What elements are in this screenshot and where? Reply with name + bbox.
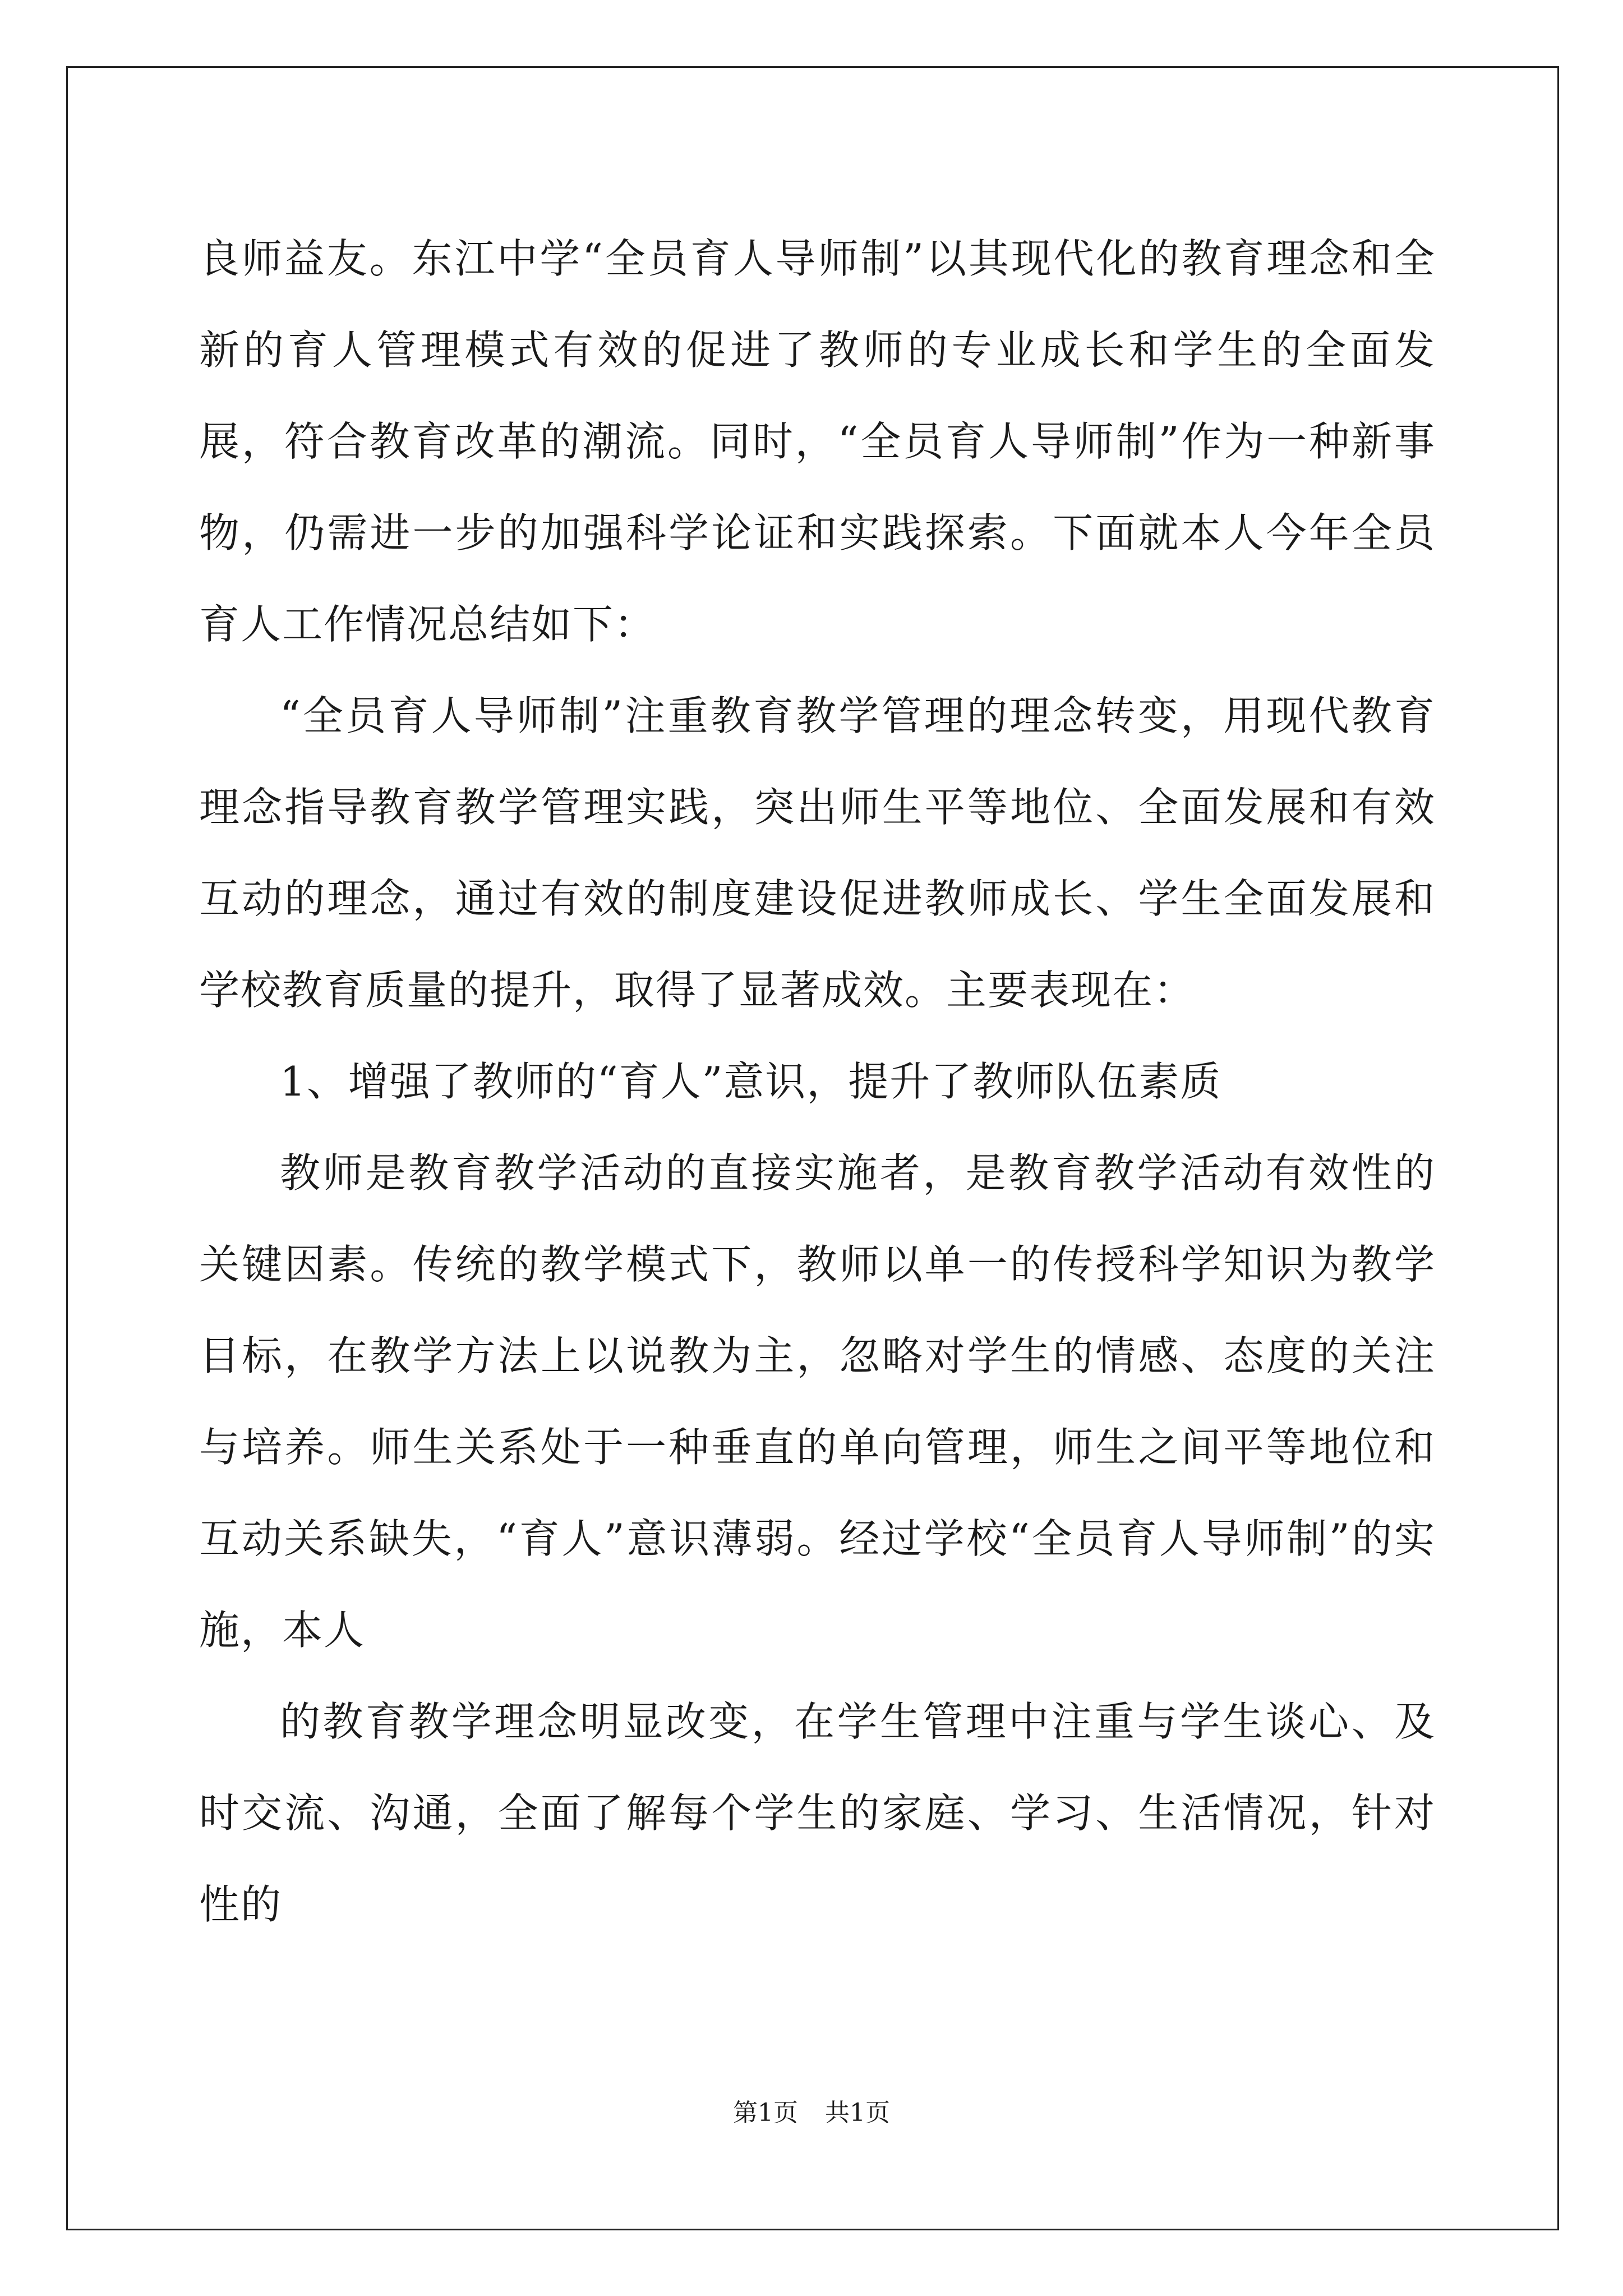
paragraph-3: 教师是教育教学活动的直接实施者，是教育教学活动有效性的关键因素。传统的教学模式下，教师以单一的传授科学知识为教学目标，在教学方法上以说教为主，忽略对学生的情感、态度的关注与培养。师生关系处于一种垂直的单向管理，师生之间平等地位和互动关系缺失，“育人”意识薄弱。经过学校“全员育人导师制”的实施，本人 — [199, 1149, 1436, 1654]
section-heading-1: 1、增强了教师的“育人”意识，提升了教师队伍素质 — [280, 1058, 1222, 1105]
paragraph-4: 的教育教学理念明显改变，在学生管理中注重与学生谈心、及时交流、沟通，全面了解每个学生的家庭、学习、生活情况，针对性的 — [199, 1698, 1436, 1928]
paragraph-2: “全员育人导师制”注重教育教学管理的理念转变，用现代教育理念指导教育教学管理实践，突出师生平等地位、全面发展和有效互动的理念，通过有效的制度建设促进教师成长、学生全面发展和学校教育质量的提升，取得了显著成效。主要表现在： — [199, 692, 1436, 1014]
page-number: 第1页 — [733, 2099, 798, 2127]
document-body — [199, 213, 1436, 1950]
page-total: 共1页 — [825, 2099, 890, 2127]
paragraph-1: 良师益友。东江中学“全员育人导师制”以其现代化的教育理念和全新的育人管理模式有效的促进了教师的专业成长和学生的全面发展，符合教育改革的潮流。同时，“全员育人导师制”作为一种新事物，仍需进一步的加强科学论证和实践探索。下面就本人今年全员育人工作情况总结如下： — [199, 235, 1436, 648]
page-footer — [0, 2092, 1623, 2128]
